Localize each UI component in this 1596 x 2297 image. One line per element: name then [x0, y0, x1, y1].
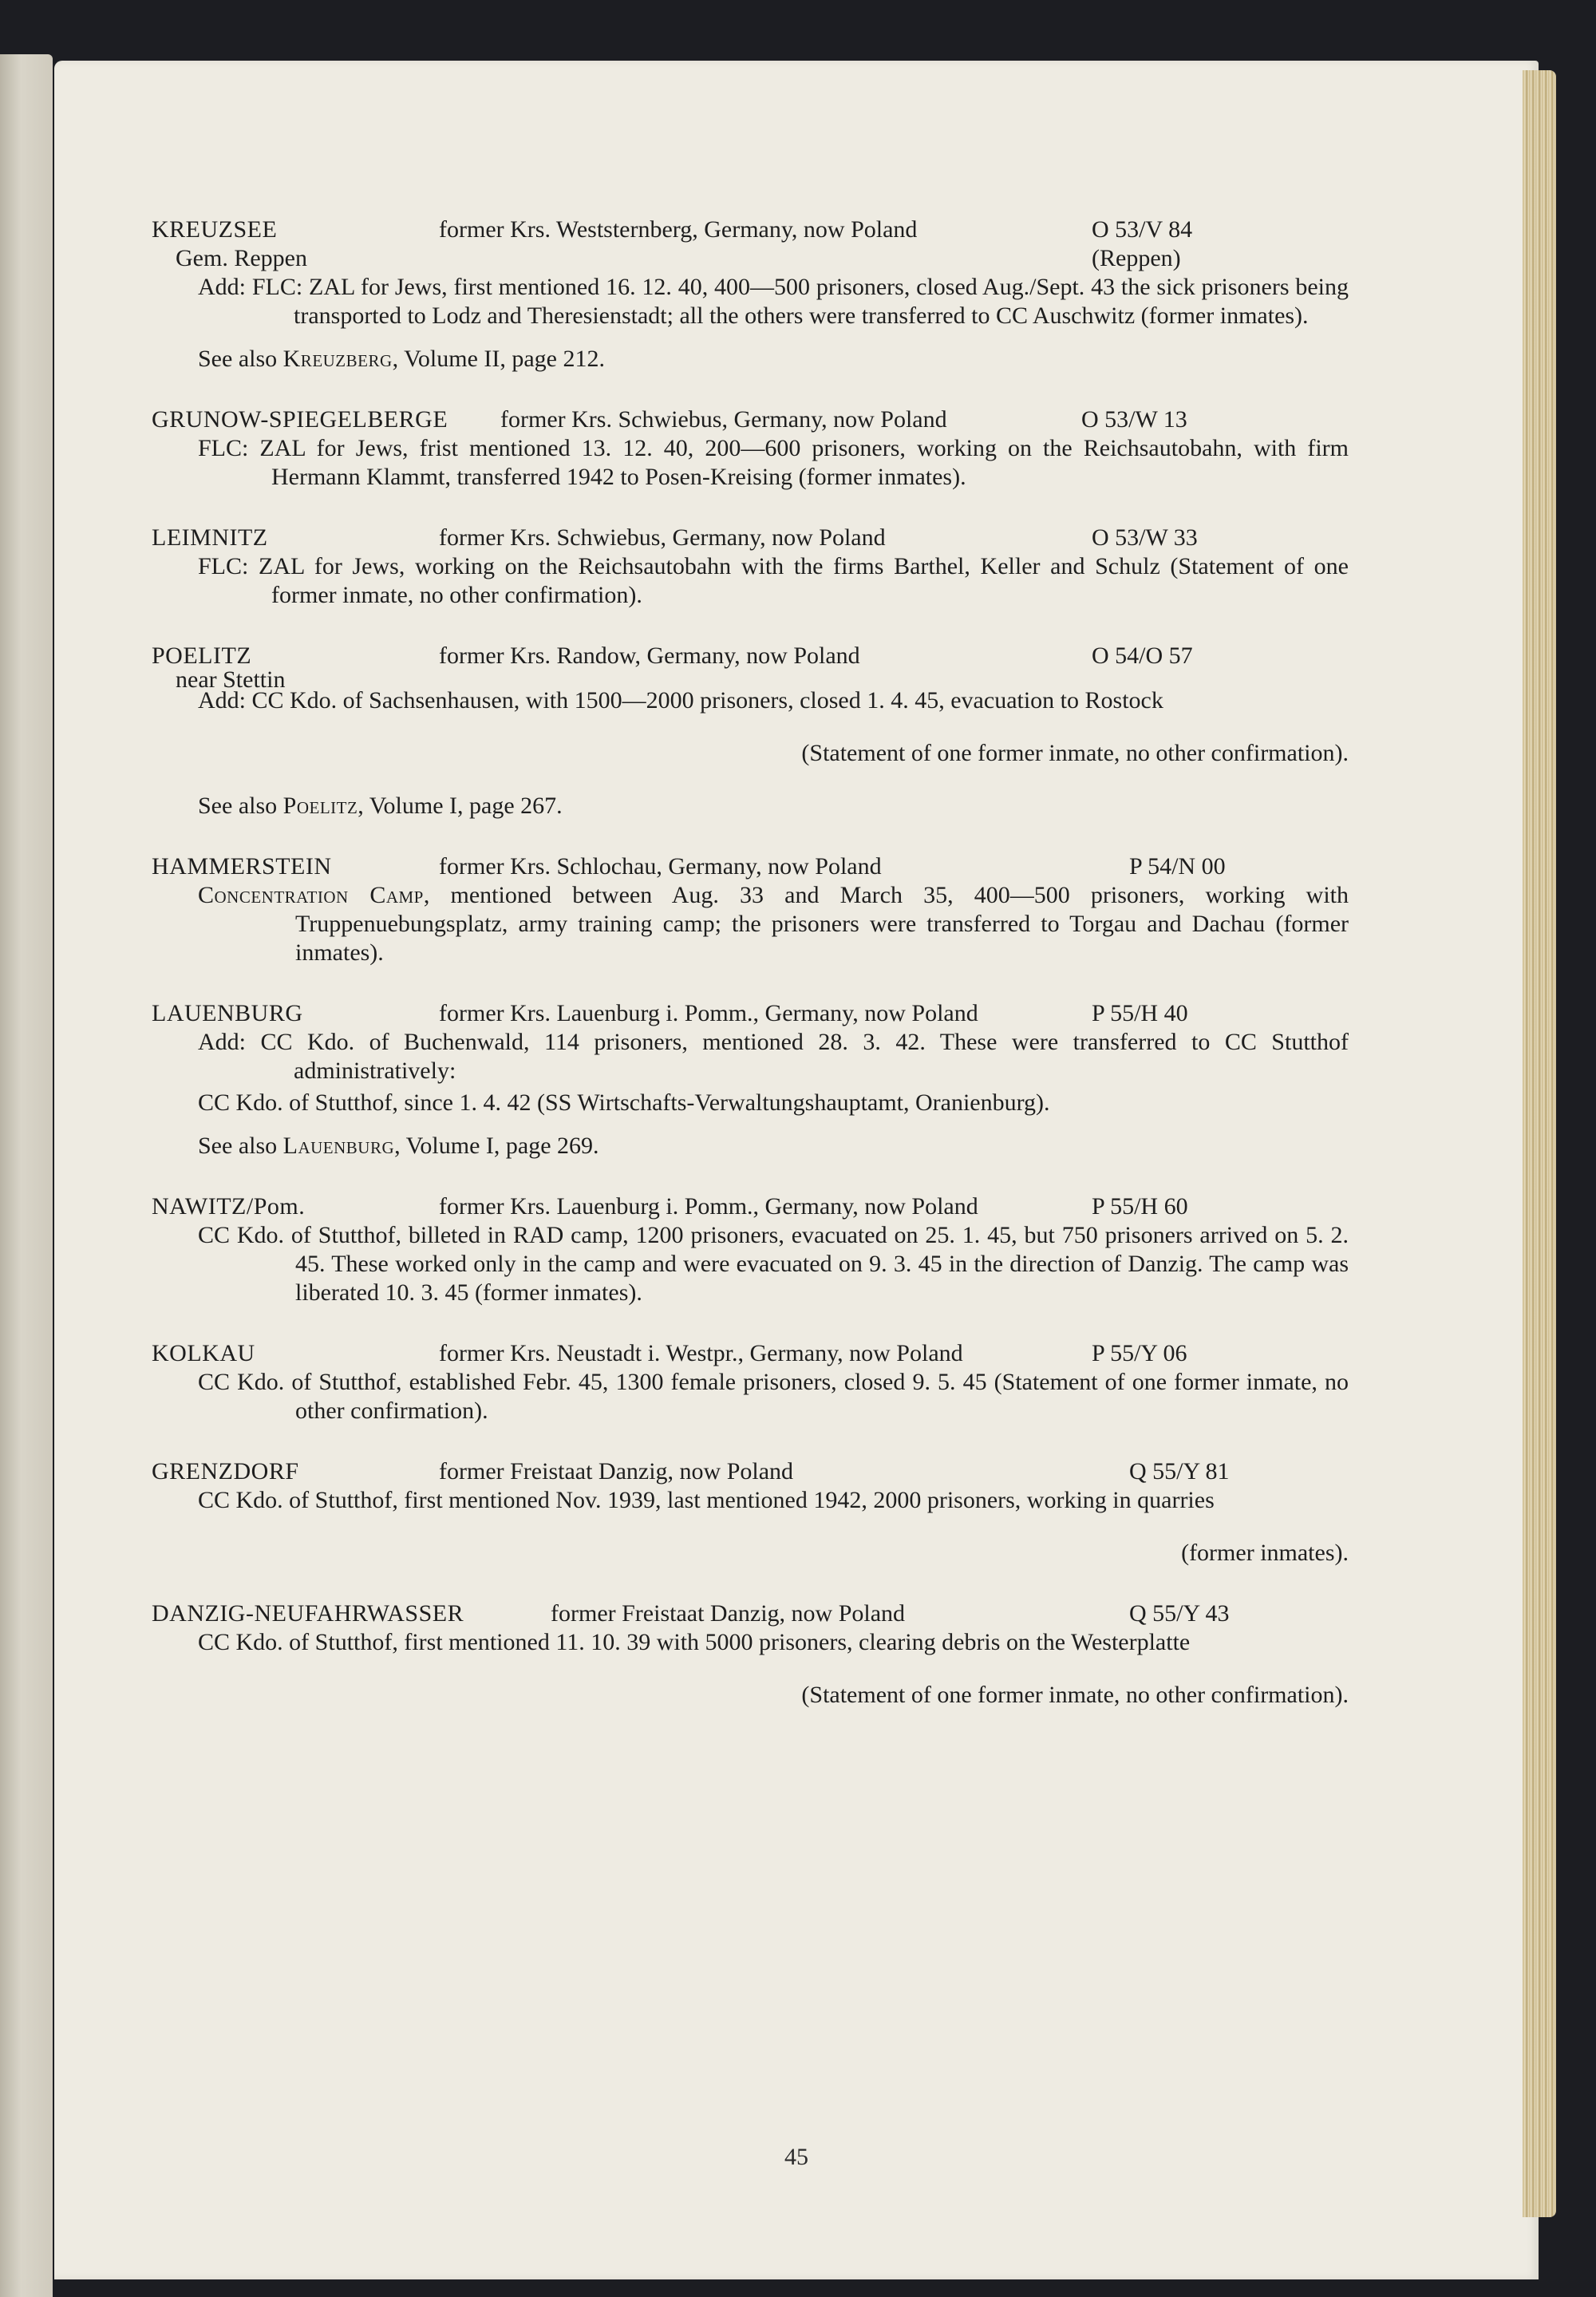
- place-name: HAMMERSTEIN: [152, 853, 332, 880]
- see-also-prefix: See also: [198, 346, 283, 372]
- see-also: [198, 345, 1349, 374]
- entry-header: [152, 1457, 1349, 1486]
- entry-header: [152, 1192, 1349, 1221]
- entry-header: [152, 1339, 1349, 1368]
- place-name: NAWITZ/Pom.: [152, 1193, 306, 1220]
- map-coordinate: P 55/H 60: [1092, 1193, 1188, 1220]
- entry-grunow-spiegelberge: [152, 405, 1349, 492]
- entry-text-body: , mentioned between Aug. 33 and March 35, 400—500 prisoners, working with Truppenuebungsplatz, army training camp; the prisoners were transferred to Torgau and Dachau (former inmates).: [295, 882, 1349, 966]
- map-coordinate: O 54/O 57: [1092, 642, 1193, 669]
- former-location: former Freistaat Danzig, now Poland: [551, 1600, 906, 1627]
- map-coordinate: Q 55/Y 43: [1129, 1600, 1230, 1627]
- entry-header: [152, 852, 1349, 881]
- entry-header: [152, 215, 1349, 273]
- entry-kreuzsee: [152, 215, 1349, 374]
- map-coordinate: O 53/V 84: [1092, 216, 1193, 243]
- place-subname: near Stettin: [176, 666, 286, 693]
- see-also-suffix: , Volume II, page 212.: [392, 346, 605, 372]
- entry-text: FLC: ZAL for Jews, frist mentioned 13. 12. 40, 200—600 prisoners, working on the Reichsautobahn, with firm Hermann Klammt, transferred 1942 to Posen-Kreising (former inmates).: [198, 435, 1349, 490]
- entry-header: [152, 642, 1349, 693]
- map-coordinate-note: (Reppen): [1092, 245, 1181, 271]
- entry-text: Add: CC Kdo. of Sachsenhausen, with 1500—2000 prisoners, closed 1. 4. 45, evacuation to Rostock: [198, 687, 1163, 714]
- see-also: [198, 792, 1349, 820]
- entry-text-2: CC Kdo. of Stutthof, since 1. 4. 42 (SS Wirtschafts-Verwaltungshauptamt, Oranienburg).: [198, 1089, 1050, 1116]
- entry-header: [152, 1599, 1349, 1628]
- former-location: former Krs. Schlochau, Germany, now Poland: [439, 853, 882, 880]
- page-stack-edge: [1523, 70, 1556, 2217]
- camp-type: Concentration Camp: [198, 882, 424, 908]
- former-location: former Krs. Neustadt i. Westpr., Germany, now Poland: [439, 1340, 963, 1366]
- entry-danzig-neufahrwasser: [152, 1599, 1349, 1710]
- entry-text-note: (former inmates).: [1181, 1540, 1349, 1566]
- former-location: former Krs. Weststernberg, Germany, now Poland: [439, 216, 918, 243]
- map-coordinate: O 53/W 13: [1081, 406, 1187, 433]
- entry-text: CC Kdo. of Stutthof, first mentioned 11. 10. 39 with 5000 prisoners, clearing debris on the Westerplatte: [198, 1629, 1191, 1655]
- former-location: former Krs. Schwiebus, Germany, now Poland: [439, 524, 886, 551]
- former-location: former Krs. Schwiebus, Germany, now Poland: [500, 406, 947, 433]
- place-name: KOLKAU: [152, 1340, 255, 1366]
- place-name: LEIMNITZ: [152, 524, 268, 551]
- entry-text: Add: CC Kdo. of Buchenwald, 114 prisoners, mentioned 28. 3. 42. These were transferred to CC Stutthof administratively:: [198, 1029, 1349, 1084]
- entry-text: Add: FLC: ZAL for Jews, first mentioned 16. 12. 40, 400—500 prisoners, closed Aug./Sept. 43 the sick prisoners being transported to Lodz and Theresienstadt; all the others were transferred to CC Auschwitz (former inmates).: [198, 274, 1349, 329]
- place-name: GRUNOW-SPIEGELBERGE: [152, 406, 448, 433]
- place-name: DANZIG-NEUFAHRWASSER: [152, 1600, 464, 1627]
- entry-nawitz: [152, 1192, 1349, 1307]
- see-also: [198, 1132, 1349, 1160]
- map-coordinate: P 55/H 40: [1092, 1000, 1188, 1026]
- entry-text: CC Kdo. of Stutthof, established Febr. 45, 1300 female prisoners, closed 9. 5. 45 (Statement of one former inmate, no other confirmation).: [198, 1369, 1349, 1424]
- entry-leimnitz: [152, 524, 1349, 610]
- entry-header: [152, 999, 1349, 1028]
- entry-text: FLC: ZAL for Jews, working on the Reichsautobahn with the firms Barthel, Keller and Schulz (Statement of one former inmate, no other confirmation).: [198, 553, 1349, 608]
- entry-list: [152, 215, 1349, 1742]
- see-also-suffix: , Volume I, page 269.: [394, 1133, 599, 1159]
- place-subname: Gem. Reppen: [176, 245, 307, 271]
- entry-kolkau: [152, 1339, 1349, 1425]
- entry-lauenburg: [152, 999, 1349, 1160]
- see-also-prefix: See also: [198, 1133, 283, 1159]
- page-number: 45: [784, 2144, 808, 2170]
- entry-text: CC Kdo. of Stutthof, first mentioned Nov. 1939, last mentioned 1942, 2000 prisoners, working in quarries: [198, 1487, 1215, 1513]
- map-coordinate: P 54/N 00: [1129, 853, 1226, 880]
- entry-text: [198, 881, 1349, 967]
- see-also-reference: Lauenburg: [282, 1133, 395, 1159]
- see-also-reference: Kreuzberg: [282, 346, 393, 372]
- map-coordinate: O 53/W 33: [1092, 524, 1198, 551]
- former-location: former Krs. Lauenburg i. Pomm., Germany, now Poland: [439, 1000, 978, 1026]
- see-also-reference: Poelitz: [282, 793, 358, 819]
- see-also-prefix: See also: [198, 793, 283, 819]
- map-coordinate: Q 55/Y 81: [1129, 1458, 1230, 1485]
- entry-text-note: (Statement of one former inmate, no other confirmation).: [801, 740, 1349, 766]
- entry-poelitz: [152, 642, 1349, 820]
- place-name: GRENZDORF: [152, 1458, 299, 1485]
- map-coordinate: P 55/Y 06: [1092, 1340, 1187, 1366]
- entry-text: CC Kdo. of Stutthof, billeted in RAD camp, 1200 prisoners, evacuated on 25. 1. 45, but 750 prisoners arrived on 5. 2. 45. These worked only in the camp and were evacuated on 9. 3. 45 in the direction of Danzig. The camp was liberated 10. 3. 45 (former inmates).: [198, 1222, 1349, 1306]
- entry-text-note: (Statement of one former inmate, no other confirmation).: [801, 1682, 1349, 1708]
- former-location: former Krs. Randow, Germany, now Poland: [439, 642, 860, 669]
- entry-header: [152, 405, 1349, 434]
- see-also-suffix: , Volume I, page 267.: [358, 793, 563, 819]
- place-name: POELITZ: [152, 642, 252, 669]
- entry-grenzdorf: [152, 1457, 1349, 1568]
- former-location: former Krs. Lauenburg i. Pomm., Germany, now Poland: [439, 1193, 978, 1220]
- place-name: LAUENBURG: [152, 1000, 303, 1026]
- place-name: KREUZSEE: [152, 216, 278, 243]
- former-location: former Freistaat Danzig, now Poland: [439, 1458, 794, 1485]
- left-page-edge: [0, 54, 53, 2297]
- entry-header: [152, 524, 1349, 552]
- entry-hammerstein: [152, 852, 1349, 967]
